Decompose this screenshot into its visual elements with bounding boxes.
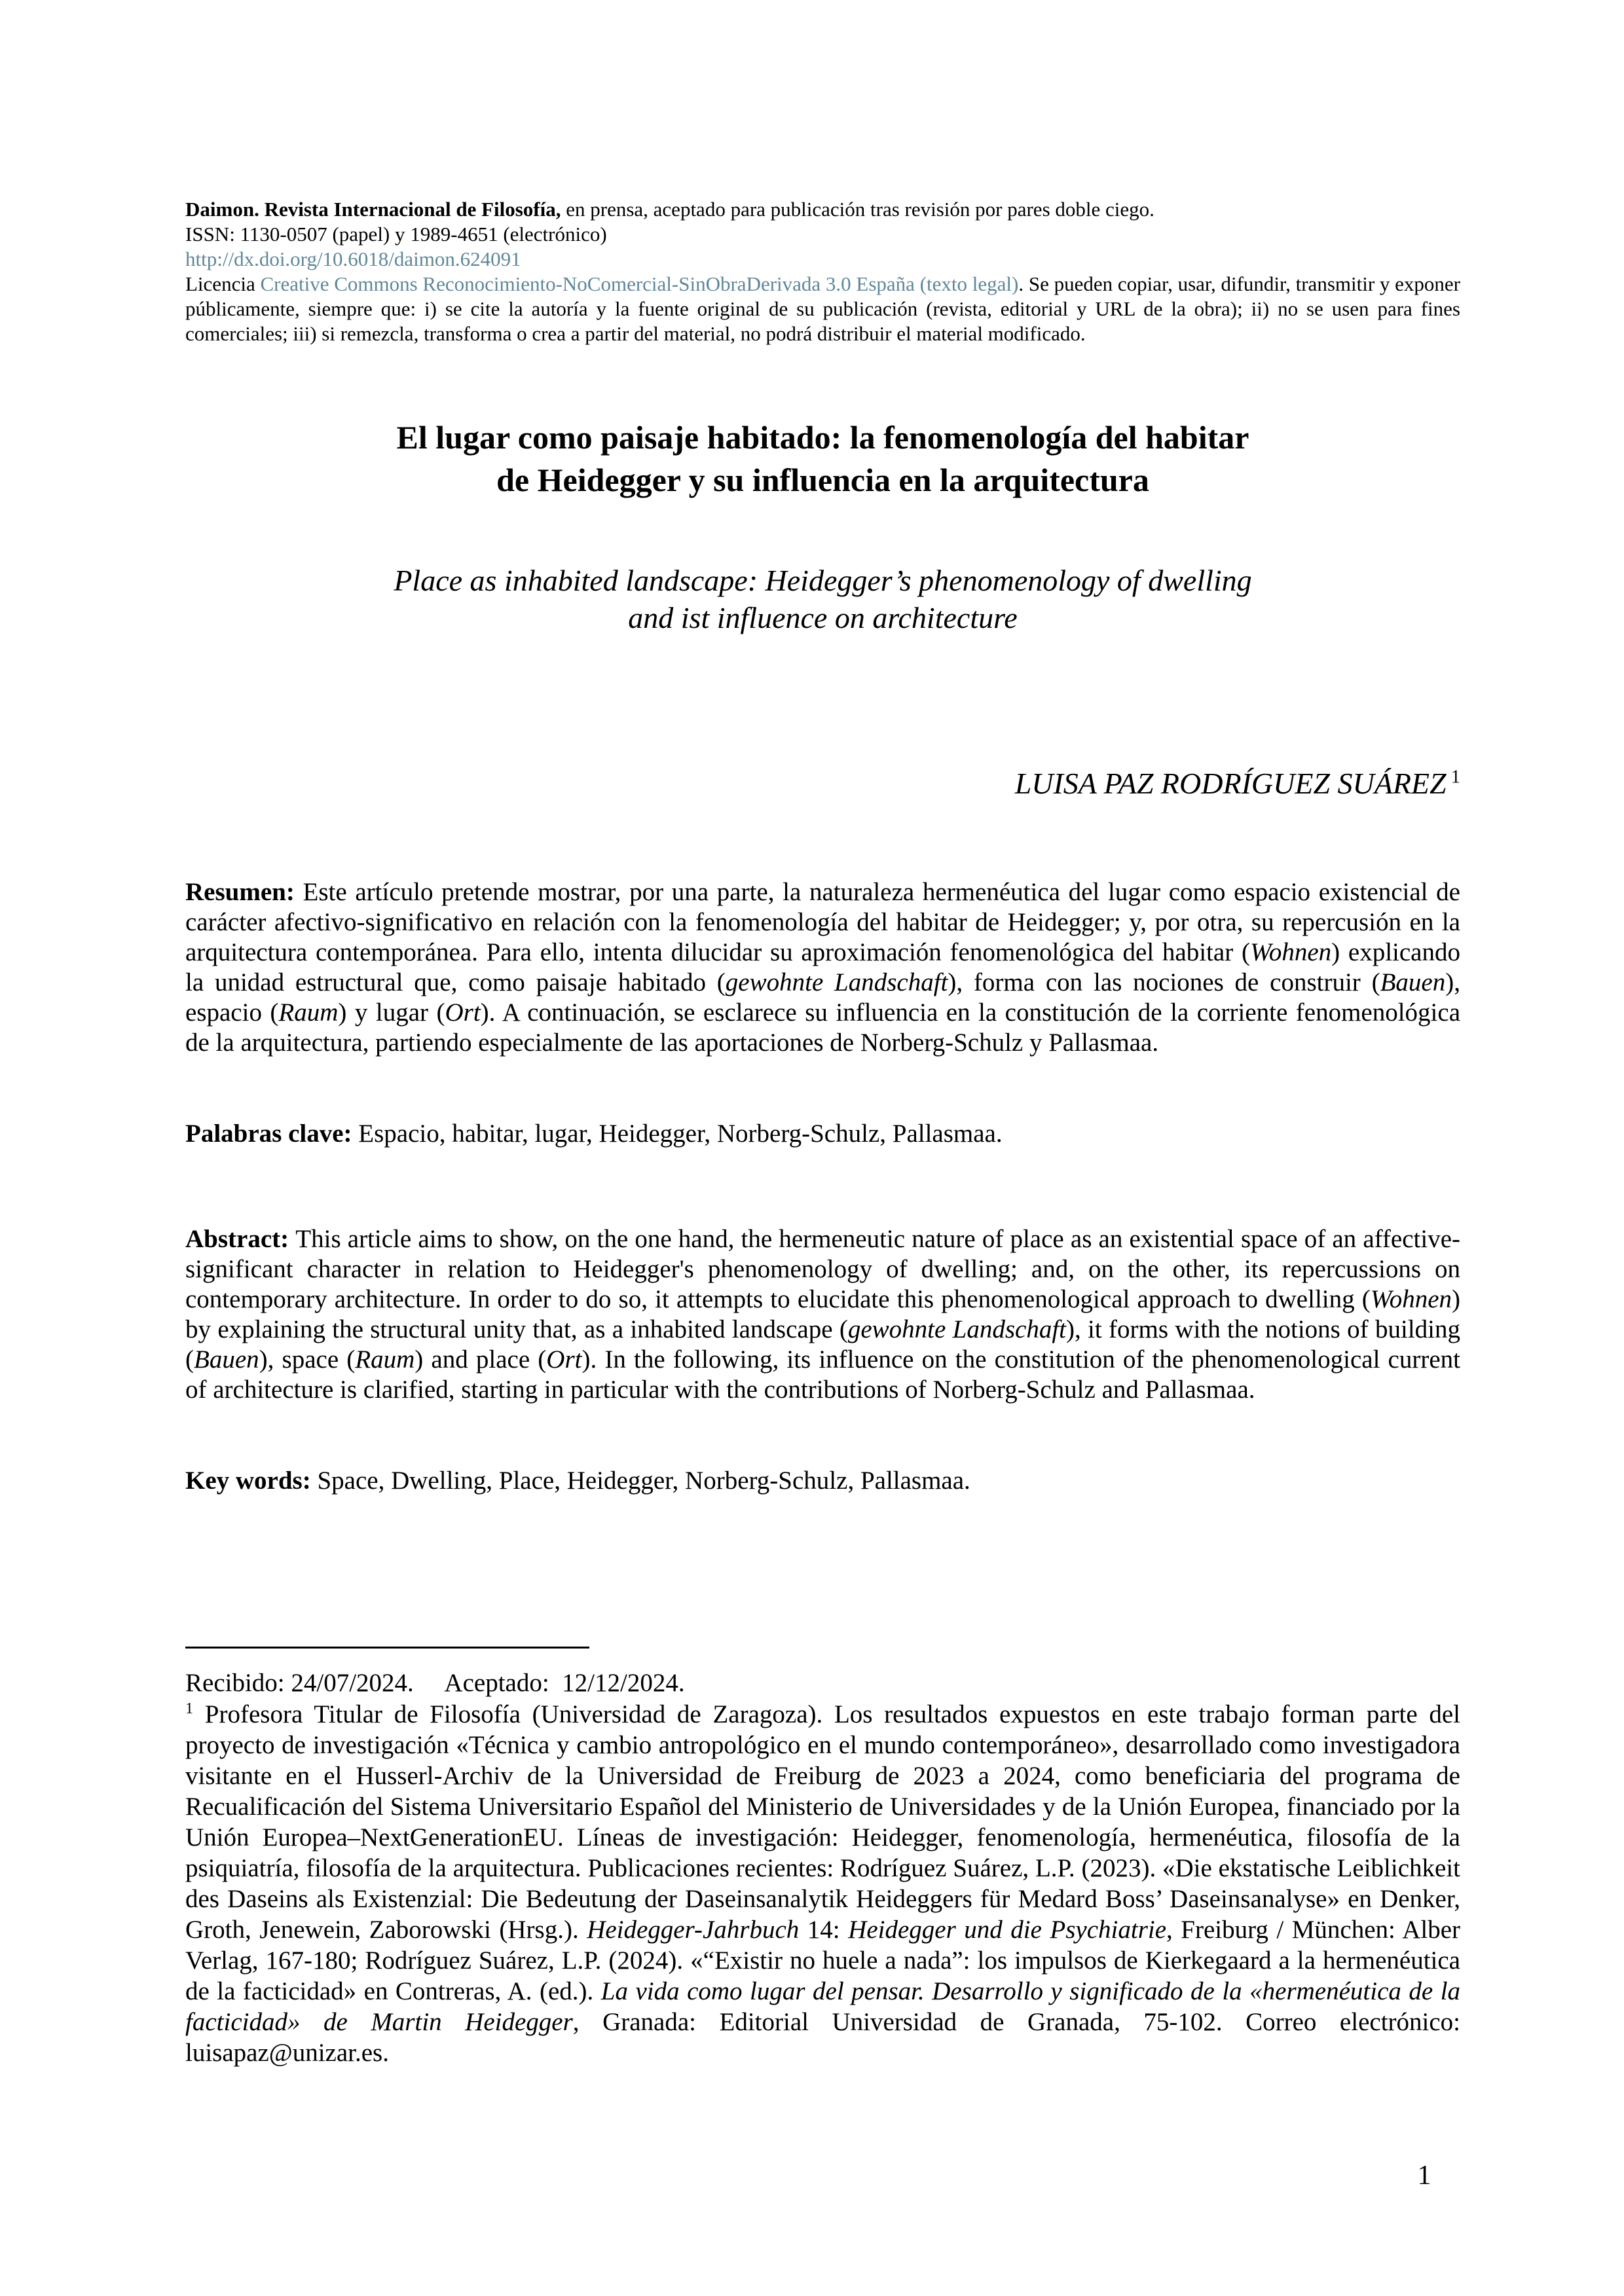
text-run: en prensa, aceptado para publicación tras revisión por pares doble ciego. [561, 198, 1154, 221]
text-run: Ort [445, 998, 481, 1027]
article-title-en-line1: Place as inhabited landscape: Heidegger’s phenomenology of dwelling [394, 564, 1252, 597]
text-run: 1 [1446, 767, 1460, 788]
text-run: Abstract: [185, 1225, 296, 1253]
text-run: , Freiburg / München: Alber Verlag, 167-180; Rodríguez Suárez, L.P. (2024). «“Existir no huele a nada”: los impulsos de Kierkegaard a la hermenéutica de la facticidad» en Contreras, A. (ed.). [185, 1916, 1460, 2005]
text-run: Raum [355, 1345, 415, 1374]
abstract-en-paragraph [185, 1224, 1460, 1405]
text-run: ) and place ( [415, 1345, 547, 1374]
text-run: Ort [546, 1345, 582, 1374]
legal-text-link[interactable]: (texto legal) [919, 272, 1019, 295]
journal-masthead-line [185, 197, 1460, 222]
text-run: 1 [185, 1700, 194, 1717]
footnote-separator [185, 1647, 589, 1649]
text-run: Key words: [185, 1467, 318, 1495]
text-run: Daimon. Revista Internacional de Filosofía, [185, 198, 561, 221]
text-run: Wohnen [1249, 938, 1332, 966]
text-run: Bauen [1380, 968, 1446, 996]
text-run: Heidegger und die Psychiatrie [848, 1916, 1167, 1944]
text-run: ). A continuación, se esclarece su influencia en la constitución de la corriente fenomenológica de la arquitectura, partiendo especialmente de las aportaciones de Norberg-Schulz y Pallasmaa. [185, 998, 1461, 1057]
issn-line [185, 222, 1460, 247]
article-title-en-line2: and ist influence on architecture [628, 601, 1018, 634]
doi-link[interactable]: http://dx.doi.org/10.6018/daimon.624091 [185, 247, 521, 270]
text-run: ) by explaining the structural unity that, as a inhabited landscape ( [185, 1285, 1460, 1343]
text-run: ), it forms with the notions of building ( [185, 1315, 1460, 1374]
author-line [185, 765, 1460, 803]
text-run: Space, Dwelling, Place, Heidegger, Norberg-Schulz, Pallasmaa. [317, 1467, 970, 1495]
text-run: Espacio, habitar, lugar, Heidegger, Norberg-Schulz, Pallasmaa. [358, 1120, 1003, 1148]
text-run: gewohnte Landschaft [725, 968, 948, 996]
text-run: Bauen [194, 1345, 259, 1374]
keywords-es-line [185, 1119, 1460, 1149]
text-run: Profesora Titular de Filosofía (Universidad de Zaragoza). Los resultados expuestos en este trabajo forman parte del proyecto de investigación «Técnica y cambio antropológico en el mundo contemporáneo», desarrollado como investigadora visitante en el Husserl-Archiv de la Universidad de Freiburg de 2023 a 2024, como beneficiaria del programa de Recualificación del Sistema Universitario Español del Ministerio de Universidades y de la Unión Europea, financiado por la Unión Europea–NextGenerationEU. Líneas de investigación: Heidegger, fenomenología, hermenéutica, filosofía de la psiquiatría, filosofía de la arquitectura. Publicaciones recientes: Rodríguez Suárez, L.P. (2023). «Die ekstatische Leiblichkeit des Daseins als Existenzial: Die Bedeutung der Daseinsanalytik Heideggers für Medard Boss’ Daseinsanalyse» en Denker, Groth, Jenewein, Zaborowski (Hrsg.). [185, 1700, 1460, 1944]
footnote-1 [185, 1699, 1460, 2068]
text-run: gewohnte Landschaft [847, 1315, 1066, 1343]
article-title-es-line2: de Heidegger y su influencia en la arquitectura [496, 462, 1149, 498]
text-run: Heidegger-Jahrbuch [587, 1916, 800, 1944]
text-run: LUISA PAZ RODRÍGUEZ SUÁREZ [1014, 767, 1447, 800]
text-run: La vida como lugar del pensar. Desarrollo y significado de la «hermenéutica de la facticidad» de Martin Heidegger [185, 1977, 1460, 2036]
doi-line [185, 247, 1460, 272]
article-title-es-line1: El lugar como paisaje habitado: la fenomenología del habitar [396, 419, 1249, 456]
text-run: Palabras clave: [185, 1120, 359, 1148]
license-paragraph [185, 272, 1460, 346]
received-accepted-line: Recibido: 24/07/2024. Aceptado: 12/12/2024. [185, 1669, 685, 1697]
abstract-es-paragraph [185, 877, 1460, 1058]
text-run: ). In the following, its influence on the constitution of the phenomenological current of architecture is clarified, starting in particular with the contributions of Norberg-Schulz and Pallasmaa. [185, 1345, 1460, 1404]
page-number: 1 [1417, 2160, 1431, 2191]
text-run: ), space ( [259, 1345, 356, 1374]
article-title-en [185, 562, 1460, 636]
text-run: Wohnen [1370, 1285, 1452, 1313]
text-run: ISSN: 1130-0507 (papel) y 1989-4651 (electrónico) [185, 223, 607, 246]
text-run: This article aims to show, on the one hand, the hermeneutic nature of place as an existential space of an affective-significant character in relation to Heidegger's phenomenology of dwelling; and, on the other, its repercussions on contemporary architecture. In order to do so, it attempts to elucidate this phenomenological approach to dwelling ( [185, 1225, 1460, 1313]
text-run: , Granada: Editorial Universidad de Granada, 75-102. Correo electrónico: luisapaz@unizar.es. [185, 2008, 1460, 2067]
text-run: . Se pueden copiar, usar, difundir, transmitir y exponer públicamente, siempre que: i) se cite la autoría y la fuente original de su publicación (revista, editorial y URL de la obra); ii) no se usen para fines comerciales; iii) si remezcla, transforma o crea a partir del material, no podrá distribuir el material modificado. [185, 272, 1460, 345]
journal-header [185, 197, 1460, 346]
text-run: ) explicando la unidad estructural que, como paisaje habitado ( [185, 938, 1460, 996]
text-run: Este artículo pretende mostrar, por una parte, la naturaleza hermenéutica del lugar como espacio existencial de carácter afectivo-significativo en relación con la fenomenología del habitar de Heidegger; y, por otra, su repercusión en la arquitectura contemporánea. Para ello, intenta dilucidar su aproximación fenomenológica del habitar ( [185, 878, 1460, 966]
text-run: ), espacio ( [185, 968, 1460, 1027]
text-run: ) y lugar ( [338, 998, 445, 1027]
keywords-en-line [185, 1466, 1460, 1496]
text-run: Licencia [185, 272, 261, 295]
cc-license-link[interactable]: Creative Commons Reconocimiento-NoComercial-SinObraDerivada 3.0 España [260, 272, 915, 295]
text-run: Resumen: [185, 878, 303, 906]
text-run [915, 272, 920, 295]
article-title-es [185, 416, 1460, 501]
text-run: ), forma con las nociones de construir ( [948, 968, 1380, 996]
text-run: Raum [278, 998, 339, 1027]
text-run: 14: [799, 1916, 849, 1944]
